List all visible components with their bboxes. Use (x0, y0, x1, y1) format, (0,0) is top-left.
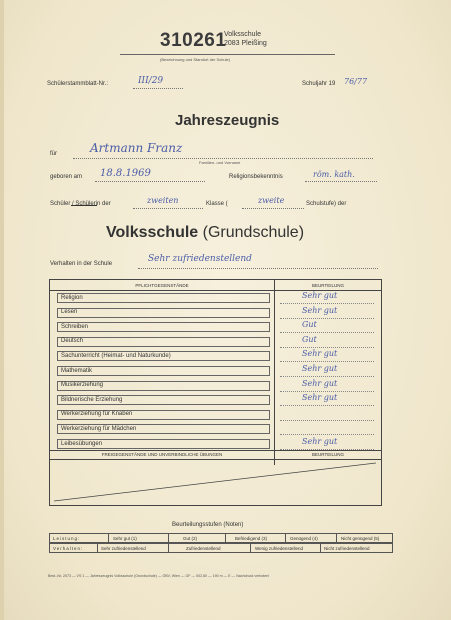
religion-underline (305, 181, 377, 182)
school-year-label: Schuljahr 19 (302, 81, 336, 87)
legend-title: Beurteilungsstufen (Noten) (172, 522, 244, 528)
born-label: geboren am (50, 174, 83, 180)
subject-name: Leibesübungen (61, 440, 103, 447)
subject-box (57, 322, 270, 332)
subject-grade: Sehr gut (302, 364, 338, 373)
cancellation-line (50, 459, 381, 505)
grade-rule (280, 361, 374, 362)
pupil-prefix: Schüler / Schülerin der (50, 201, 111, 207)
religion-label: Religionsbekenntnis (229, 174, 283, 180)
subject-box (57, 293, 270, 303)
subject-grade: Sehr gut (302, 305, 338, 315)
verhalten-3: Wenig zufriedenstellend (255, 546, 303, 551)
rating-header: BEURTEILUNG (312, 283, 344, 288)
subject-name: Werkerziehung für Knaben (61, 411, 133, 418)
birth-date: 18.8.1969 (100, 168, 151, 179)
column-divider (274, 280, 275, 465)
grade-rule (280, 347, 374, 348)
verhalten-label: Verhalten: (53, 546, 84, 551)
subject-name: Werkerziehung für Mädchen (61, 425, 137, 432)
school-year-value: 76/77 (344, 77, 368, 86)
subjects-header: PFLICHTGEGENSTÄNDE (135, 283, 189, 288)
stamp-underline (120, 54, 335, 55)
record-value: III/29 (138, 76, 164, 86)
grades-table (49, 279, 382, 506)
leistung-4: Genügend (4) (290, 536, 318, 541)
legend-leistung (49, 533, 393, 543)
optional-divider (50, 450, 381, 451)
subject-grade: Sehr gut (302, 378, 338, 388)
subject-name: Sachunterricht (Heimat- und Naturkunde) (61, 352, 171, 359)
leistung-1: Sehr gut (1) (113, 536, 137, 541)
school-name: Volksschule (224, 31, 261, 38)
subject-box (57, 337, 270, 347)
grade-rule (280, 434, 374, 435)
verhalten-4: Nicht zufriedenstellend (324, 546, 370, 551)
subject-grade: Sehr gut (302, 437, 338, 446)
leistung-3: Befriedigend (3) (235, 536, 268, 541)
subject-grade: Sehr gut (302, 291, 338, 300)
conduct-underline (138, 268, 378, 269)
subject-box (57, 308, 270, 318)
school-type (106, 224, 304, 242)
subject-name: Musikerziehung (61, 382, 104, 389)
optional-header: FREIGEGENSTÄNDE UND UNVERBINDLICHE ÜBUNGEN (101, 452, 223, 457)
subject-name: Deutsch (61, 338, 84, 345)
legend-verhalten (49, 543, 393, 553)
school-type-bold: Volksschule (106, 224, 199, 241)
stage-value: zweite (258, 196, 285, 205)
subject-name: Religion (61, 294, 83, 301)
school-location: 2083 Pleißing (224, 40, 267, 47)
grade-rule (280, 318, 374, 319)
grade-rule (280, 405, 374, 406)
subject-name: Mathematik (61, 367, 93, 374)
subject-grade: Gut (302, 334, 317, 344)
grade-rule (280, 303, 374, 304)
leistung-2: Gut (2) (183, 536, 198, 541)
subject-grade: Sehr gut (302, 393, 338, 403)
pupil-label (50, 201, 111, 207)
subject-grade: Gut (302, 320, 317, 330)
print-footer: Best.-Nr. 2073 — VS 1 — Jahreszeugnis Volksschule (Grundschule) — ÖBV, Wien — GF — 002.80 — 190 m — E — Nachdruck verboten! (48, 574, 270, 578)
grade-underline (133, 208, 203, 209)
school-type-normal: (Grundschule) (202, 224, 305, 241)
leistung-label: Leistung: (53, 536, 81, 541)
strike-schuelerin (71, 205, 97, 206)
record-underline (133, 88, 183, 89)
verhalten-2: Zufriedenstellend (186, 546, 221, 551)
class-label: Klasse ( (206, 201, 228, 207)
stage-suffix: Schulstufe) der (306, 201, 347, 207)
subject-name: Schreiben (61, 323, 89, 330)
name-caption: Familien- und Vorname (199, 160, 241, 165)
stage-underline (242, 208, 304, 209)
conduct-value: Sehr zufriedenstellend (148, 254, 252, 264)
paper-fold (0, 0, 4, 620)
subject-name: Bildnerische Erziehung (61, 396, 123, 403)
stamp-caption: (Bezeichnung und Standort der Schule) (160, 57, 231, 62)
conduct-label: Verhalten in der Schule (50, 261, 113, 267)
religion-value: röm. kath. (313, 170, 355, 179)
subject-name: Lesen (61, 309, 78, 316)
subject-grade: Sehr gut (302, 349, 338, 359)
grade-rule (280, 376, 374, 377)
born-underline (95, 181, 205, 182)
grade-rule (280, 391, 374, 392)
optional-rating-header: BEURTEILUNG (312, 452, 344, 457)
class-grade-value: zweiten (147, 196, 179, 205)
document-title: Jahreszeugnis (175, 112, 280, 129)
verhalten-1: Sehr zufriedenstellend (101, 546, 146, 551)
grade-rule (280, 332, 374, 333)
grade-rule (280, 420, 374, 421)
school-number: 310261 (160, 30, 227, 51)
leistung-5: Nicht genügend (5) (341, 536, 380, 541)
record-label: Schülerstammblatt-Nr.: (47, 81, 109, 87)
name-label: für (50, 151, 58, 157)
name-underline (73, 158, 373, 159)
student-name: Artmann Franz (90, 141, 183, 155)
